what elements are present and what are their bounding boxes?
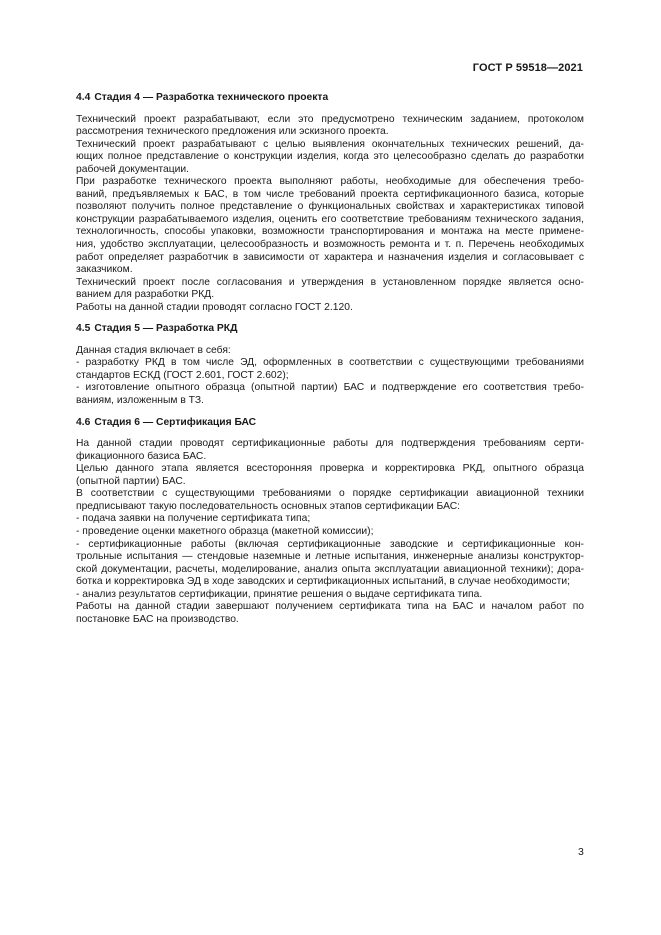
text-line: - сертификационные работы (включая сертификационные заводские и сертификационные кон- [76,538,584,550]
section-4-4 [76,92,584,323]
document-body [76,92,584,626]
section-number: 4.5 [76,323,91,335]
text-line: рабочей документации. [76,163,190,175]
text-line: заказчиком. [76,264,133,276]
section-heading [76,92,584,105]
text-line: Технический проект разрабатывают с целью выявления окончательных технических решений, да- [76,138,584,150]
text-line: (опытной партии) БАС. [76,475,186,487]
text-line: предписывают такую последовательность основных этапов сертификации БАС: [76,500,461,512]
text-line: Целью данного этапа является всесторонняя проверка и корректировка РКД, опытного образца [76,463,584,475]
section-title: Стадия 4 — Разработка технического проекта [94,92,329,103]
text-line: ванием для разработки РКД. [76,289,215,301]
text-line: ния, удобство эксплуатации, целесообразность и возможность ремонта и т. п. Перечень необходимых [76,239,584,251]
text-line: ваний, предъявляемых к БАС, в том числе требований проекта сертификационного базиса, которые [76,188,584,200]
text-line: На данной стадии проводят сертификационные работы для подтверждения требованиям серти- [76,438,584,450]
text-line: ющих полное представление о конструкции изделия, когда это целесообразно сделать до разработки [76,151,584,163]
text-line: - подача заявки на получение сертификата типа; [76,513,311,525]
text-line: позволяют получить полное представление о функциональных свойствах и характеристиках типовой [76,201,584,213]
section-number: 4.6 [76,416,91,428]
section-heading [76,323,584,336]
text-line: ваниям, изложенным в ТЗ. [76,395,204,407]
section-number: 4.4 [76,92,91,103]
page-number: 3 [578,846,584,858]
text-line: ской документации, расчеты, моделирование, анализ опыта эксплуатации авиационной техники); дора- [76,563,584,575]
text-line: При разработке технического проекта выполняют работы, необходимые для обеспечения требо- [76,176,584,188]
section-4-5 [76,323,584,416]
text-line: постановке БАС на производство. [76,613,239,625]
text-line: ботка и корректировка ЭД в ходе заводских и сертификационных испытаний, в случае необходимости; [76,576,570,588]
text-line: Работы на данной стадии проводят согласно ГОСТ 2.120. [76,301,353,313]
text-line: трольные испытания — стендовые наземные и летные испытания, инженерные анализы конструктор- [76,551,584,563]
text-line: Технический проект после согласования и утверждения в установленном порядке является осно- [76,276,584,288]
text-line: работ определяет разработчик в зависимости от характера и назначения изделия и согласовывает с [76,251,584,263]
text-line: - анализ результатов сертификации, принятие решения о выдаче сертификата типа. [76,588,483,600]
text-line: Технический проект разрабатывают, если это предусмотрено техническим заданием, протоколом [76,113,584,125]
text-line: фикационного базиса БАС. [76,450,207,462]
text-line: стандартов ЕСКД (ГОСТ 2.601, ГОСТ 2.602); [76,369,289,381]
text-line: В соответствии с существующими требованиями о порядке сертификации авиационной техники [76,488,584,500]
section-heading [76,417,584,430]
section-4-6 [76,417,584,627]
text-line: Данная стадия включает в себя: [76,344,231,356]
section-title: Стадия 5 — Разработка РКД [94,323,238,335]
text-line: технологичность, способы упаковки, возможности транспортирования и монтажа на месте примене- [76,226,584,238]
text-line: - разработку РКД в том числе ЭД, оформленных в соответствии с существующими требованиями [76,357,584,369]
text-line: - проведение оценки макетного образца (макетной комиссии); [76,525,374,537]
section-title: Стадия 6 — Сертификация БАС [94,416,257,428]
text-line: рассмотрения технического предложения или эскизного проекта. [76,126,389,138]
text-line: конструкции разрабатываемого изделия, оценить его соответствие требованиям технического задания, [76,213,584,225]
text-line: - изготовление опытного образца (опытной партии) БАС и подтверждение его соответствия требо- [76,382,584,394]
document-code: ГОСТ Р 59518—2021 [472,62,583,74]
text-line: Работы на данной стадии завершают получением сертификата типа на БАС и началом работ по [76,601,584,613]
